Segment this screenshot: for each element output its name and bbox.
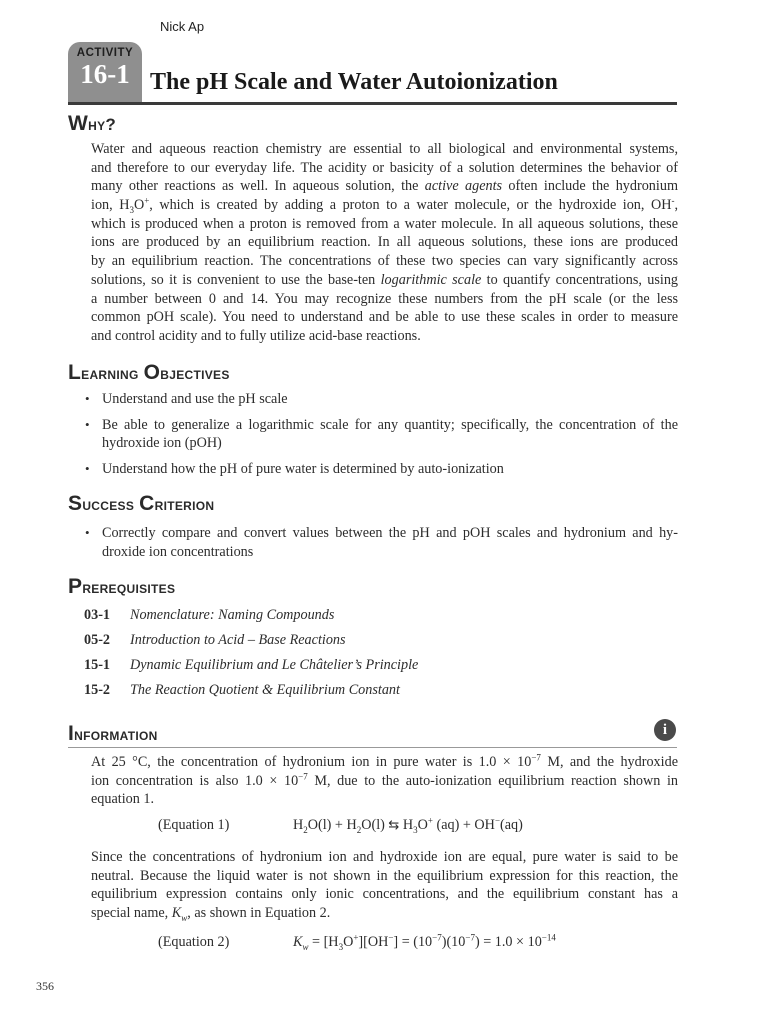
prerequisite-item: 15-1 Dynamic Equilibrium and Le Châtelier’s Principle [84,657,419,673]
activity-label: ACTIVITY [76,47,134,59]
text-line: equation 1. [91,791,155,808]
title-divider [68,102,677,105]
prerequisite-item: 15-2 The Reaction Quotient & Equilibrium Constant [84,682,400,698]
text-line: equilibrium expression contains only ionic concentrations, and the equilibrium constant has a [91,886,678,903]
text-line: a number between 0 and 14. You may recognize these numbers from the pH scale (or the less [91,290,678,307]
list-item: • Correctly compare and convert values between the pH and pOH scales and hydronium and hy- droxide ion concentrations [84,524,678,561]
text-line: and control acidity and to fully utilize acid-base reactions. [91,327,421,344]
list-item: • Understand how the pH of pure water is determined by auto-ionization [84,460,678,479]
learning-objectives-heading: Learning Objectives [68,361,230,384]
text-line: ion concentration is also $1.0 \times 10^{-7}$ M, due to the auto-ionization equilibrium reaction shown in [91,770,679,789]
success-criterion-list [84,524,678,568]
text-line: which is produced when a proton is removed from a water molecule. In all aqueous solutions, these [91,215,678,232]
list-item: • Be able to generalize a logarithmic scale for any quantity; specifically, the concentration of the hydroxide ion (pOH) [84,416,678,453]
prerequisites-list [84,607,418,707]
prerequisites-heading: Prerequisites [68,575,176,598]
information-paragraph-1 [91,753,678,809]
text-line: special name, $K_w$, as shown in Equation 2. [91,905,331,923]
text-line: and therefore to our everyday life. The acidity or basicity of a solution determines the behavior of [91,159,678,176]
info-icon: i [654,719,676,741]
prerequisite-item: 03-1 Nomenclature: Naming Compounds [84,607,335,623]
activity-number: 16-1 [80,59,130,89]
equation-2: $K_w = [H_3O^+][OH^-] = (10^{-7})(10^{-7}) = 1.0 \times 10^{-14}$ [293,932,556,952]
equation-1-label: (Equation 1) [158,817,230,833]
information-divider [68,747,677,748]
why-paragraph [91,140,678,346]
equation-1: $H_2O(l) + H_2O(l)$ ⇆ $H_3O^+$ (aq) + OH−(aq) [293,815,523,835]
text-line: ion, $H_3O^+$, which is created by adding a proton to a water molecule, or the hydroxide ion, OH-, [91,195,679,215]
list-item: • Understand and use the pH scale [84,390,678,409]
activity-badge [68,42,142,104]
text-line: Water and aqueous reaction chemistry are essential to all biological and environmental systems, [91,141,678,157]
text-line: many other reactions as well. In aqueous solution, the active agents often include the hydronium [91,178,678,195]
text-line: by an equilibrium reaction. The concentrations of these two species can vary significantly across [91,253,678,270]
information-paragraph-2 [91,848,678,923]
why-heading: Why? [68,112,117,135]
learning-objectives-list [84,390,678,486]
text-line: ions are produced by an equilibrium reaction. In all aqueous solutions, these ions are produced [91,234,678,251]
equilibrium-arrow-icon: ⇆ [388,818,400,833]
text-line: neutral. Because the liquid water is not shown in the equilibrium expression for this reaction, the [91,867,678,884]
text-line: solutions, so it is convenient to use the base-ten logarithmic scale to quantify concentrations, using [91,271,679,288]
equation-2-label: (Equation 2) [158,934,230,950]
page-number: 356 [36,979,54,993]
prerequisite-item: 05-2 Introduction to Acid – Base Reactions [84,632,346,648]
author-name: Nick Ap [160,19,205,34]
information-heading: Information [68,722,158,745]
page-title: The pH Scale and Water Autoionization [150,69,558,95]
text-line: Since the concentrations of hydronium ion and hydroxide ion are equal, pure water is said to be [91,849,678,865]
text-line: At 25 °C, the concentration of hydronium ion in pure water is $1.0 \times 10^{-7}$ M, and the hydroxide [91,752,678,770]
text-line: common pOH scale). You need to understand and be able to use these scales in order to measure [91,309,678,326]
success-criterion-heading: Success Criterion [68,492,215,515]
